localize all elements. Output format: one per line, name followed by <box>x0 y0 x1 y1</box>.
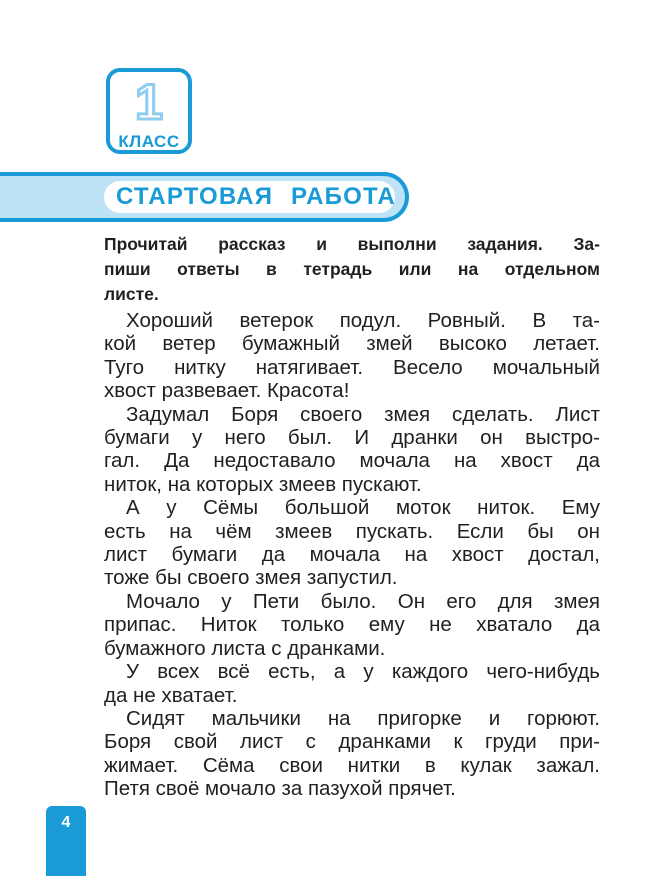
story-line: ниток, на которых змеев пускают. <box>104 472 422 496</box>
instruction-line: Прочитай рассказ и выполни задания. За- <box>104 234 600 254</box>
story-line: У всех всё есть, а у каждого чего-нибудь <box>126 660 600 684</box>
story-line: Задумал Боря своего змея сделать. Лист <box>126 402 600 426</box>
grade-number: 1 <box>135 74 163 130</box>
grade-label: КЛАСС <box>118 132 180 151</box>
story-line: Хороший ветерок подул. Ровный. В та- <box>126 309 600 332</box>
story-line: бумаги у него был. И дранки он выстро- <box>104 426 600 450</box>
story-line: лист бумаги да мочала на хвост достал, <box>104 543 600 567</box>
story-line: бумажного листа с дранками. <box>104 636 386 660</box>
story-line: хвост развевает. Красота! <box>104 379 350 403</box>
page-number: 4 <box>61 814 71 831</box>
story-line: припас. Ниток только ему не хватало да <box>104 613 600 637</box>
story-line: кой ветер бумажный змей высоко летает. <box>104 332 600 356</box>
story-line: есть на чём змеев пускать. Если бы он <box>104 519 600 543</box>
page-number-tab <box>46 806 86 876</box>
story-line: Сидят мальчики на пригорке и горюют. <box>126 706 600 730</box>
story-line: Туго нитку натягивает. Весело мочальный <box>104 355 600 379</box>
story-line: тоже бы своего змея запустил. <box>104 566 398 590</box>
story-line: жимает. Сёма свои нитки в кулак зажал. <box>104 753 600 777</box>
story-line: гал. Да недоставало мочала на хвост да <box>104 449 600 473</box>
instruction-line: пиши ответы в тетрадь или на отдельном <box>104 259 600 279</box>
story-line: Боря свой лист с дранками к груди при- <box>104 730 600 754</box>
story-text <box>104 309 600 801</box>
story-line: А у Сёмы большой моток ниток. Ему <box>126 496 600 520</box>
story-line: Мочало у Пети было. Он его для змея <box>126 589 600 613</box>
section-title: СТАРТОВАЯ РАБОТА <box>116 183 396 210</box>
grade-badge <box>106 68 192 154</box>
story-line: Петя своё мочало за пазухой прячет. <box>104 777 456 801</box>
instruction-line: листе. <box>104 284 159 304</box>
task-instruction <box>104 232 600 307</box>
story-line: да не хватает. <box>104 683 238 707</box>
